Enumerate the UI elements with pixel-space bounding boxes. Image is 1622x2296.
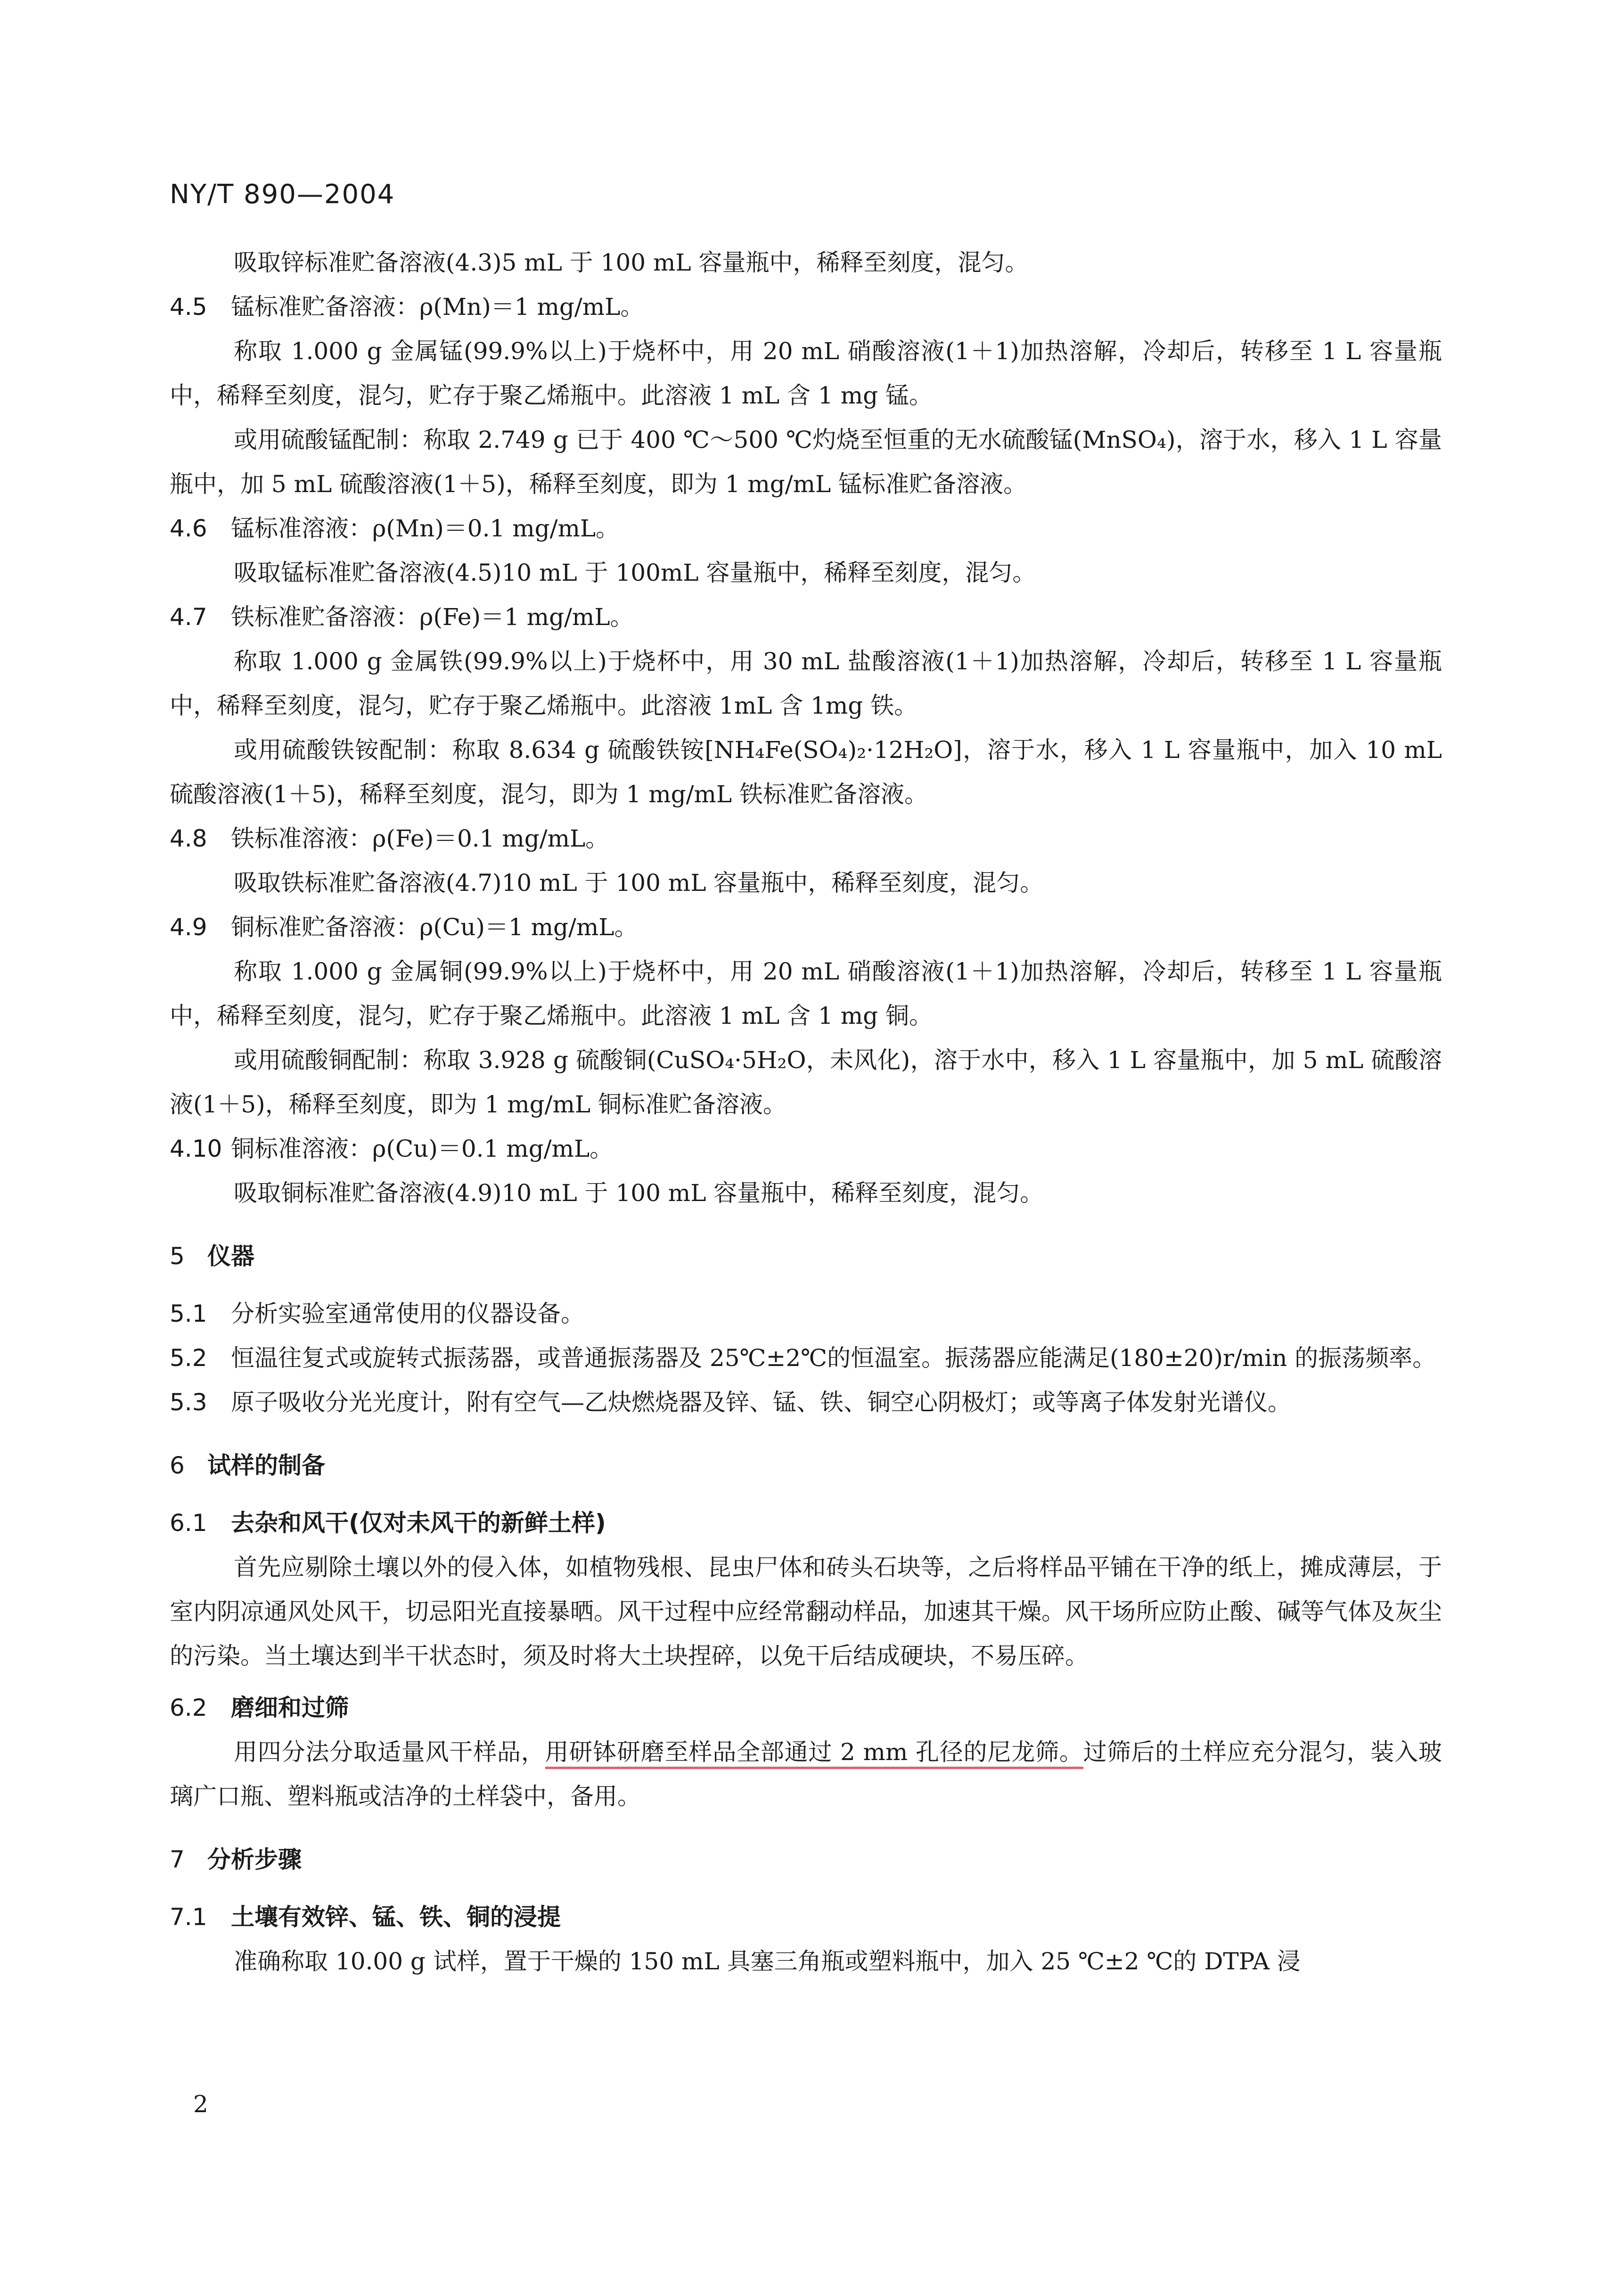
- paragraph: 或用硫酸铜配制：称取 3.928 g 硫酸铜(CuSO₄·5H₂O，未风化)，溶于水中，移入 1 L 容量瓶中，加 5 mL 硫酸溶液(1＋5)，稀释至刻度，即为 1 mg/mL 铜标准贮备溶液。: [170, 1046, 1442, 1118]
- subsection-number: 7.1: [170, 1903, 207, 1931]
- paragraph: 首先应剔除土壤以外的侵入体，如植物残根、昆虫尸体和砖头石块等，之后将样品平铺在干净的纸上，摊成薄层，于室内阴凉通风处风干，切忌阳光直接暴晒。风干过程中应经常翻动样品，加速其干燥。风干场所应防止酸、碱等气体及灰尘的污染。当土壤达到半干状态时，须及时将大土块捏碎，以免干后结成硬块，不易压碎。: [170, 1554, 1442, 1670]
- clause-text: 原子吸收分光光度计，附有空气—乙炔燃烧器及锌、锰、铁、铜空心阴极灯；或等离子体发射光谱仪。: [231, 1389, 1291, 1416]
- paragraph: 吸取锌标准贮备溶液(4.3)5 mL 于 100 mL 容量瓶中，稀释至刻度，混匀。: [234, 249, 1029, 276]
- subsection-title: 土壤有效锌、锰、铁、铜的浸提: [231, 1903, 561, 1931]
- section-number: 7: [170, 1846, 185, 1873]
- subsection-number: 6.1: [170, 1509, 207, 1537]
- doc-code-header: NY/T 890—2004: [170, 179, 395, 210]
- clause-number: 5.3: [170, 1389, 207, 1416]
- section-title: 分析步骤: [207, 1846, 302, 1873]
- subsection-heading-6-2: [170, 1686, 1442, 1730]
- section-heading-5: [170, 1234, 1442, 1278]
- clause-4-7: [170, 595, 1442, 639]
- clause-4-9: [170, 905, 1442, 949]
- text-before-mark: 用四分法分取适量风干样品，: [234, 1738, 545, 1766]
- clause-number: 4.10: [170, 1135, 222, 1162]
- document-body: [170, 240, 1442, 1983]
- section-heading-6: [170, 1443, 1442, 1488]
- clause-number: 4.6: [170, 515, 207, 542]
- clause-number: 5.2: [170, 1344, 207, 1372]
- section-heading-7: [170, 1837, 1442, 1882]
- clause-number: 4.5: [170, 293, 207, 321]
- paragraph-with-annotation: [170, 1730, 1442, 1819]
- clause-number: 4.7: [170, 603, 207, 631]
- clause-text: 锰标准贮备溶液：ρ(Mn)＝1 mg/mL。: [231, 293, 644, 321]
- section-number: 6: [170, 1452, 185, 1479]
- paragraph: 或用硫酸锰配制：称取 2.749 g 已于 400 ℃～500 ℃灼烧至恒重的无水硫酸锰(MnSO₄)，溶于水，移入 1 L 容量瓶中，加 5 mL 硫酸溶液(1＋5)，稀释至刻度，即为 1 mg/mL 锰标准贮备溶液。: [170, 426, 1442, 498]
- clause-text: 铁标准溶液：ρ(Fe)＝0.1 mg/mL。: [231, 825, 609, 852]
- clause-4-8: [170, 816, 1442, 861]
- clause-text: 锰标准溶液：ρ(Mn)＝0.1 mg/mL。: [231, 515, 620, 542]
- clause-text: 铜标准贮备溶液：ρ(Cu)＝1 mg/mL。: [231, 913, 638, 941]
- clause-4-6: [170, 506, 1442, 551]
- clause-text: 铁标准贮备溶液：ρ(Fe)＝1 mg/mL。: [231, 603, 634, 631]
- page-number: 2: [193, 2090, 208, 2118]
- clause-number: 4.8: [170, 825, 207, 852]
- paragraph: 称取 1.000 g 金属锰(99.9%以上)于烧杯中，用 20 mL 硝酸溶液(1＋1)加热溶解，冷却后，转移至 1 L 容量瓶中，稀释至刻度，混匀，贮存于聚乙烯瓶中。此溶液 1 mL 含 1 mg 锰。: [170, 337, 1442, 409]
- section-title: 试样的制备: [207, 1452, 325, 1479]
- subsection-number: 6.2: [170, 1694, 207, 1721]
- clause-5-3: [170, 1380, 1442, 1424]
- section-title: 仪器: [207, 1243, 254, 1270]
- subsection-heading-7-1: [170, 1895, 1442, 1939]
- paragraph: 称取 1.000 g 金属铜(99.9%以上)于烧杯中，用 20 mL 硝酸溶液(1＋1)加热溶解，冷却后，转移至 1 L 容量瓶中，稀释至刻度，混匀，贮存于聚乙烯瓶中。此溶液 1 mL 含 1 mg 铜。: [170, 958, 1442, 1029]
- text-after-mark: 过筛后的土样应充分混匀，装入玻璃广口瓶、塑料瓶或洁净的土样袋中，备用。: [170, 1738, 1442, 1810]
- section-number: 5: [170, 1243, 185, 1270]
- subsection-heading-6-1: [170, 1501, 1442, 1545]
- clause-number: 5.1: [170, 1300, 207, 1327]
- clause-text: 铜标准溶液：ρ(Cu)＝0.1 mg/mL。: [231, 1135, 614, 1162]
- clause-text: 恒温往复式或旋转式振荡器，或普通振荡器及 25℃±2℃的恒温室。振荡器应能满足(180±20)r/min 的振荡频率。: [231, 1344, 1436, 1372]
- clause-number: 4.9: [170, 913, 207, 941]
- paragraph: 称取 1.000 g 金属铁(99.9%以上)于烧杯中，用 30 mL 盐酸溶液(1＋1)加热溶解，冷却后，转移至 1 L 容量瓶中，稀释至刻度，混匀，贮存于聚乙烯瓶中。此溶液 1mL 含 1mg 铁。: [170, 648, 1442, 719]
- paragraph: 或用硫酸铁铵配制：称取 8.634 g 硫酸铁铵[NH₄Fe(SO₄)₂·12H₂O]，溶于水，移入 1 L 容量瓶中，加入 10 mL 硫酸溶液(1＋5)，稀释至刻度，混匀，即为 1 mg/mL 铁标准贮备溶液。: [170, 736, 1442, 808]
- clause-5-1: [170, 1292, 1442, 1336]
- paragraph: 吸取铜标准贮备溶液(4.9)10 mL 于 100 mL 容量瓶中，稀释至刻度，混匀。: [234, 1179, 1044, 1207]
- underlined-annotation: 用研钵研磨至样品全部通过 2 mm 孔径的尼龙筛。: [545, 1738, 1083, 1769]
- clause-4-10: [170, 1127, 1442, 1171]
- subsection-title: 去杂和风干(仅对未风干的新鲜土样): [231, 1509, 606, 1537]
- paragraph: 吸取铁标准贮备溶液(4.7)10 mL 于 100 mL 容量瓶中，稀释至刻度，混匀。: [234, 869, 1044, 897]
- clause-4-5: [170, 285, 1442, 329]
- paragraph: 吸取锰标准贮备溶液(4.5)10 mL 于 100mL 容量瓶中，稀释至刻度，混匀。: [234, 559, 1036, 586]
- paragraph: 准确称取 10.00 g 试样，置于干燥的 150 mL 具塞三角瓶或塑料瓶中，加入 25 ℃±2 ℃的 DTPA 浸: [234, 1948, 1301, 1975]
- subsection-title: 磨细和过筛: [231, 1694, 349, 1721]
- clause-5-2: [170, 1336, 1442, 1380]
- clause-text: 分析实验室通常使用的仪器设备。: [231, 1300, 584, 1327]
